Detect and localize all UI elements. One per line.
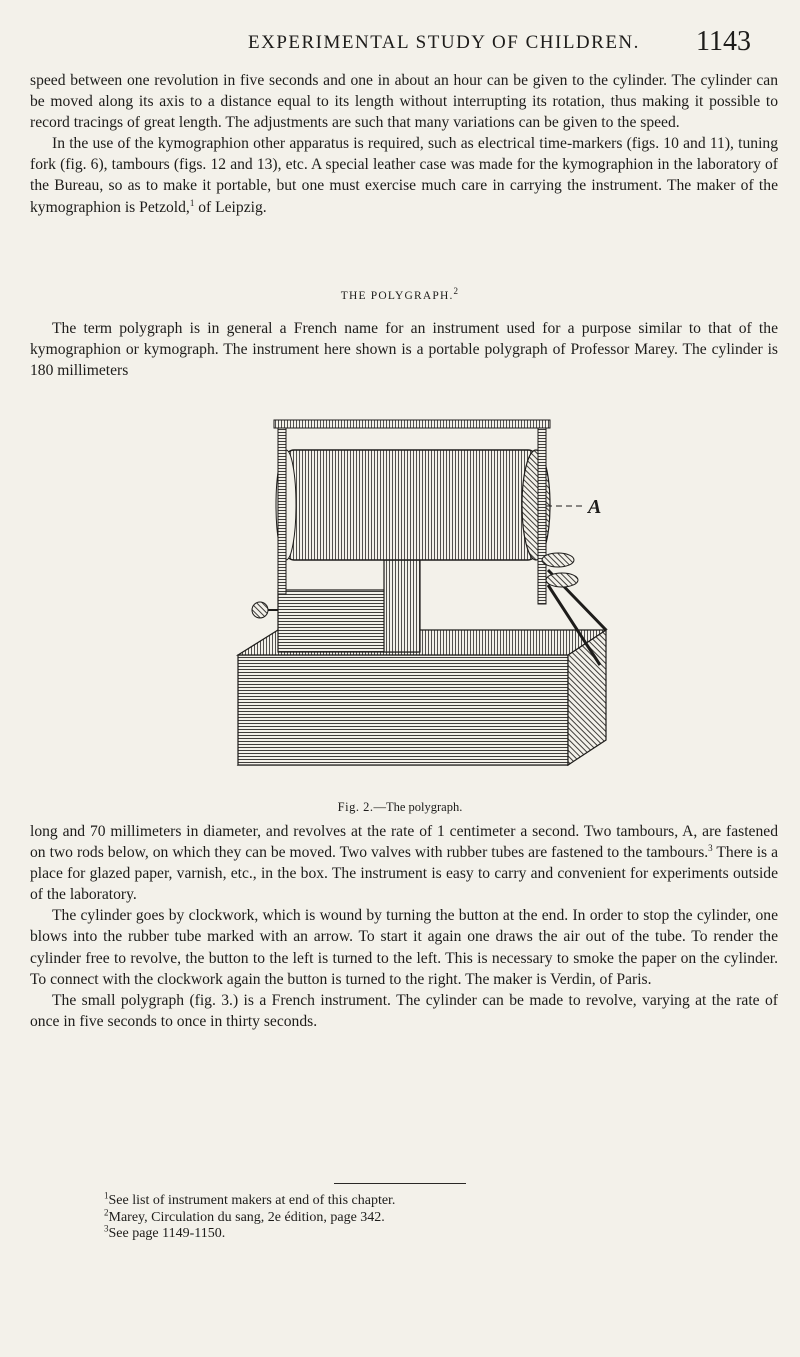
figure-caption-text: —The polygraph. — [373, 800, 463, 814]
support-post — [538, 424, 546, 604]
recording-cylinder — [286, 450, 536, 560]
footnote-mark: 1 — [104, 1190, 109, 1201]
footnote-marker: 3 — [708, 842, 713, 853]
section-heading — [0, 286, 800, 302]
footnote-marker: 1 — [189, 197, 195, 208]
paragraph: The small polygraph (fig. 3.) is a French instrument. The cylinder can be made to revolve, varying at the rate of once in five seconds to once in thirty seconds. — [30, 991, 778, 1030]
paragraph — [30, 133, 778, 217]
paragraph — [30, 821, 778, 905]
footnote — [104, 1190, 754, 1210]
running-title: EXPERIMENTAL STUDY OF CHILDREN. — [248, 32, 640, 53]
paragraph-text: long and 70 millimeters in diameter, and revolves at the rate of 1 centimeter a second. Two tambours, A, are fastened on two rods below, on which they can be moved. Two valves with rubber tubes are fastened to the tambours. — [30, 823, 778, 862]
footnote-text: See list of instrument makers at end of this chapter. — [108, 1193, 396, 1208]
figure-caption — [0, 800, 800, 815]
footnote-text: Marey, Circulation du sang, 2e édition, page 342. — [108, 1209, 385, 1225]
winding-button — [252, 602, 268, 618]
paragraph-text: The term polygraph is in general a French name for an instrument used for a purpose similar to that of the kymographion or kymograph. The instrument here shown is a portable polygraph of Professor Marey. — [30, 320, 778, 359]
body-text-middle — [30, 318, 778, 381]
footnote-marker: 2 — [453, 286, 460, 297]
body-text-bottom — [30, 821, 778, 1032]
support-bar — [274, 420, 550, 428]
paragraph-text: There is a place for glazed paper, varnish, etc., in the box. The instrument is easy to carry and convenient for experiments outside of the laboratory. — [30, 844, 779, 904]
tambour — [546, 573, 578, 587]
paragraph: speed between one revolution in five seconds and one in about an hour can be given to the cylinder. The cylinder can be moved along its axis to a distance equal to its length without interrupting its rotation, thus making it possible to record tracings of great length. The adjustments are such that many variations can be given to the speed. — [30, 72, 778, 132]
body-text-top — [30, 70, 778, 218]
paragraph — [30, 318, 778, 381]
section-heading-text: THE POLYGRAPH. — [340, 290, 454, 302]
figure-label-a: A — [588, 496, 602, 518]
support-post — [278, 424, 286, 594]
tambour — [542, 553, 574, 567]
footnote — [104, 1223, 754, 1243]
footnote — [104, 1206, 754, 1227]
footnote-text: See page 1149-1150. — [108, 1226, 226, 1241]
paragraph: The cylinder goes by clockwork, which is wound by turning the button at the end. In order to stop the cylinder, one blows into the rubber tube marked with an arrow. To start it again one draws the air out of the tube. To render the cylinder free to revolve, the button to the left is turned to the left. This is necessary to smoke the paper on the cylinder. To connect with the clockwork again the button is turned to the right. The maker is Verdin, of Paris. — [30, 907, 778, 988]
page-number: 1143 — [696, 26, 751, 57]
footnotes — [104, 1190, 754, 1243]
footnote-divider — [334, 1183, 466, 1184]
polygraph-illustration — [208, 410, 612, 794]
paragraph-text: In the use of the kymographion other apparatus is required, such as electrical time-markers (figs. 10 and 11), tuning fork (fig. 6), tambours (figs. 12 and 13), etc. A special leather case was made for the kymographion in the laboratory of the Bureau, so as to make it portable, but one must exercise much care in carrying the instrument. The maker of the kymographion is Petzold, — [30, 135, 778, 216]
paragraph-text: of Leipzig. — [194, 198, 267, 216]
paragraph-text: The cylinder is 180 millimeters — [30, 341, 779, 380]
box-front — [238, 655, 568, 765]
page-header — [0, 26, 800, 66]
footnote-mark: 3 — [104, 1223, 109, 1234]
footnote-mark: 2 — [104, 1206, 109, 1217]
figure-number: Fig. 2. — [337, 800, 374, 814]
clockwork-column — [384, 560, 420, 652]
